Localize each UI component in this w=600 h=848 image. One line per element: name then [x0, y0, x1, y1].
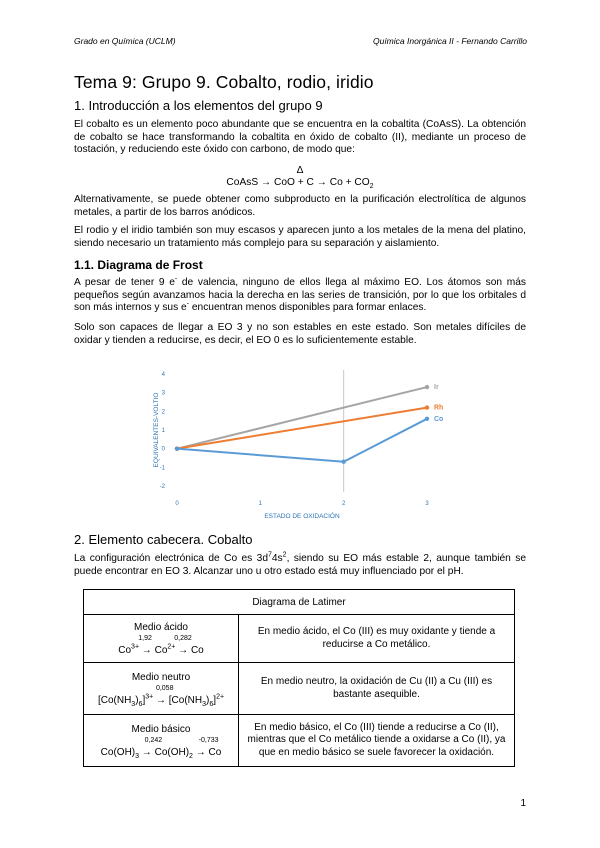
data-point-ir	[425, 385, 429, 389]
frost-p1-a: A pesar de tener 9 e	[74, 277, 175, 288]
latimer-table	[83, 589, 515, 767]
data-point-co	[425, 417, 429, 421]
y-tick-label: 3	[161, 390, 165, 397]
frost-p1-sup: -	[174, 275, 178, 283]
species: ]	[213, 694, 217, 706]
table-row	[84, 663, 515, 715]
acid-medium-cell	[84, 615, 239, 663]
neutral-pot-1: 0,058	[155, 684, 174, 692]
basic-pot-1: 0,242	[144, 736, 163, 744]
cobalt-p-b: 4s	[271, 553, 283, 564]
species: ]	[142, 694, 146, 706]
data-point-co	[175, 446, 179, 450]
charge: 2+	[216, 693, 225, 701]
table-row	[84, 615, 515, 663]
species: )	[206, 694, 210, 706]
reaction-equation	[74, 177, 526, 191]
basic-pot-2: -0,733	[198, 736, 219, 744]
x-axis-label: ESTADO DE OXIDACIÓN	[264, 513, 340, 520]
y-tick-label: -2	[159, 484, 165, 490]
reaction-delta: Δ	[296, 165, 304, 176]
reaction-text: CoAsS → CoO + C → Co + CO	[226, 177, 370, 188]
charge: 3+	[145, 693, 154, 701]
frost-chart	[150, 360, 450, 526]
subscript: 6	[209, 700, 214, 708]
species: )	[135, 694, 139, 706]
intro-paragraph-2: Alternativamente, se puede obtener como subproducto en la purificación electrolítica de algunos metales, a partir de los barros anódicos.	[74, 194, 526, 218]
species: [Co(NH	[97, 694, 132, 706]
cobalt-p-c: , siendo su EO más estable 2, aunque también se puede encontrar en EO 3. Alcanzar uno u otro estado está muy influenciado por el pH.	[74, 553, 526, 577]
species: Co(OH)	[154, 746, 190, 758]
species: Co(OH)	[100, 746, 136, 758]
arrow: →	[139, 644, 155, 656]
arrow: →	[175, 644, 191, 656]
y-tick-label: 0	[161, 446, 165, 453]
basic-medium-label: Medio básico	[131, 723, 191, 735]
cobalt-p-sup1: 7	[267, 551, 272, 559]
species: Co	[118, 644, 132, 656]
subscript: 2	[189, 752, 193, 760]
species: Co	[154, 644, 168, 656]
subscript: 3	[202, 700, 207, 708]
x-tick-label: 1	[258, 501, 263, 507]
frost-p1-b: de valencia, ninguno de ellos llega al máximo EO. Los átomos son más pequeños según avanzamos hacia la derecha en las series de transición, por lo que los orbitales d son más internos y sus e	[74, 277, 526, 314]
series-label-ir: Ir	[434, 384, 439, 392]
intro-paragraph-3: El rodio y el iridio también son muy escasos y aparecen junto a los metales de la mena del platino, siendo necesario un tratamiento más complejo para su separación y aislamiento.	[74, 225, 526, 249]
neutral-description: En medio neutro, la oxidación de Cu (II) a Cu (III) es bastante asequible.	[239, 663, 515, 715]
x-tick-label: 2	[341, 501, 346, 507]
acid-medium-label: Medio ácido	[134, 621, 188, 633]
frost-paragraph-1	[74, 277, 526, 315]
acid-pot-2: 0,282	[174, 634, 192, 642]
charge: 3+	[131, 643, 140, 651]
frost-p1-c: encuentran menos disponibles para formar enlaces.	[189, 302, 427, 314]
neutral-latimer-diagram	[98, 685, 224, 706]
series-line-ir	[177, 387, 427, 449]
data-point-rh	[425, 405, 429, 409]
acid-pot-1: 1,92	[138, 634, 152, 642]
data-point-co	[341, 460, 345, 464]
basic-description: En medio básico, el Co (III) tiende a reducirse a Co (II), mientras que el Co metálico tiende a oxidarse a Co (II), ya que en medio básico se suele favorecer la oxidación.	[239, 715, 515, 767]
subscript: 3	[135, 752, 140, 760]
series-line-rh	[177, 408, 427, 449]
basic-latimer-diagram	[101, 737, 222, 758]
series-label-rh: Rh	[434, 404, 444, 412]
section-1-heading: 1. Introducción a los elementos del grupo 9	[74, 98, 323, 113]
y-tick-label: 4	[161, 372, 165, 378]
latimer-title: Diagrama de Latimer	[84, 590, 515, 615]
page-title: Tema 9: Grupo 9. Cobalto, rodio, iridio	[74, 72, 374, 92]
arrow: →	[153, 694, 169, 706]
charge: 2+	[167, 643, 176, 651]
acid-latimer-diagram	[118, 635, 203, 656]
y-tick-label: -1	[159, 465, 165, 472]
cobalt-p-sup2: 2	[282, 551, 287, 559]
arrow: →	[139, 746, 155, 758]
neutral-medium-cell	[84, 663, 239, 715]
frost-paragraph-2: Solo son capaces de llegar a EO 3 y no son estables en este estado. Son metales difíciles de oxidar y tienden a reducirse, es decir, el EO 0 es lo suficientemente estable.	[74, 322, 526, 346]
basic-medium-cell	[84, 715, 239, 767]
frost-p1-sup2: -	[186, 300, 190, 308]
header-left: Grado en Química (UCLM)	[74, 36, 176, 46]
species: [Co(NH	[168, 694, 203, 706]
x-tick-label: 0	[175, 501, 179, 507]
header-right: Química Inorgánica II - Fernando Carrillo	[372, 36, 527, 46]
reaction-subscript: 2	[369, 183, 374, 191]
y-axis-label: EQUIVALENTES-VOLTIO	[153, 392, 160, 468]
section-1-1-heading: 1.1. Diagrama de Frost	[74, 258, 203, 272]
subscript: 3	[131, 700, 136, 708]
cobalt-paragraph	[74, 553, 526, 578]
cobalt-p-a: La configuración electrónica de Co es 3d	[74, 553, 268, 564]
arrow: →	[192, 746, 209, 758]
species: Co	[208, 746, 222, 758]
section-2-heading: 2. Elemento cabecera. Cobalto	[74, 532, 253, 547]
x-tick-label: 3	[425, 501, 429, 507]
intro-paragraph-1: El cobalto es un elemento poco abundante que se encuentra en la cobaltita (CoAsS). La obtención de cobalto se hace transformando la cobaltita en óxido de cobalto (II), mediante un proceso de tostación, y reduciendo este óxido con carbono, de modo que:	[74, 119, 526, 156]
species: Co	[190, 644, 204, 656]
table-row	[84, 715, 515, 767]
series-label-co: Co	[434, 415, 444, 423]
y-tick-label: 2	[161, 409, 165, 416]
subscript: 6	[138, 700, 143, 708]
acid-description: En medio ácido, el Co (III) es muy oxidante y tiende a reducirse a Co metálico.	[239, 615, 515, 663]
page-number: 1	[520, 798, 526, 809]
y-tick-label: 1	[161, 428, 165, 434]
neutral-medium-label: Medio neutro	[131, 671, 191, 683]
